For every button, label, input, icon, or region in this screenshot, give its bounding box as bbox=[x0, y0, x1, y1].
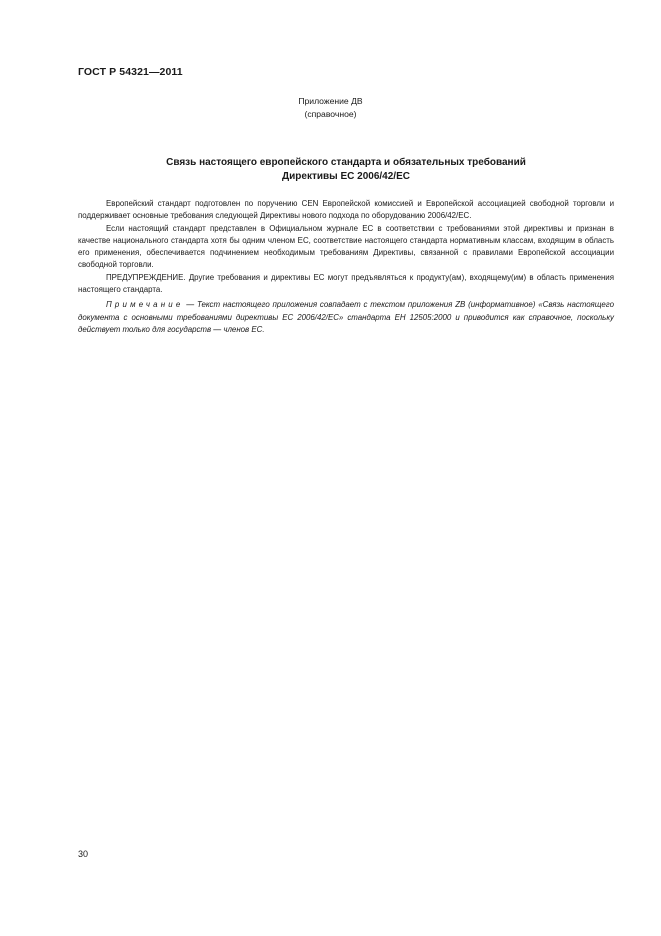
document-code: ГОСТ Р 54321—2011 bbox=[78, 66, 183, 78]
paragraph-2: Если настоящий стандарт представлен в Официальном журнале ЕС в соответствии с требованиями этой директивы и признан в качестве национального стандарта хотя бы одним членом ЕС, соответствие настоящего стандарта нормативным классам, входящим в область его применения, обеспечивается подчинением необходимым требованиям Директивы, связанной с правилами Европейской ассоциации свободной торговли. bbox=[78, 223, 614, 270]
paragraph-1: Европейский стандарт подготовлен по поручению CEN Европейской комиссией и Европейской ассоциацией свободной торговли и поддерживает основные требования следующей Директивы нового подхода по оборудованию 2006/42/ЕС. bbox=[78, 199, 614, 221]
page-number: 30 bbox=[78, 849, 89, 859]
annex-title-line-1: Связь настоящего европейского стандарта и обязательных требований bbox=[166, 157, 526, 168]
annex-label: Приложение ДВ bbox=[298, 96, 363, 106]
note-text: — Текст настоящего приложения совпадает с текстом приложения ZB (информативное) «Связь настоящего документа с основными требованиями директивы ЕС 2006/42/ЕС» стандарта ЕН 12505:2000 и приводится как справочное, поскольку действует только для государств — членов ЕС. bbox=[78, 300, 614, 334]
annex-title bbox=[78, 156, 614, 184]
note bbox=[78, 299, 614, 336]
paragraph-3: ПРЕДУПРЕЖДЕНИЕ. Другие требования и директивы ЕС могут предъявляться к продукту(ам), входящему(им) в область применения настоящего стандарта. bbox=[78, 272, 614, 295]
annex-type: (справочное) bbox=[304, 109, 357, 119]
note-lead: Примечание bbox=[106, 300, 184, 310]
annex-heading bbox=[0, 95, 661, 121]
annex-title-line-2: Директивы ЕС 2006/42/ЕС bbox=[282, 171, 410, 182]
body-text bbox=[78, 198, 614, 336]
